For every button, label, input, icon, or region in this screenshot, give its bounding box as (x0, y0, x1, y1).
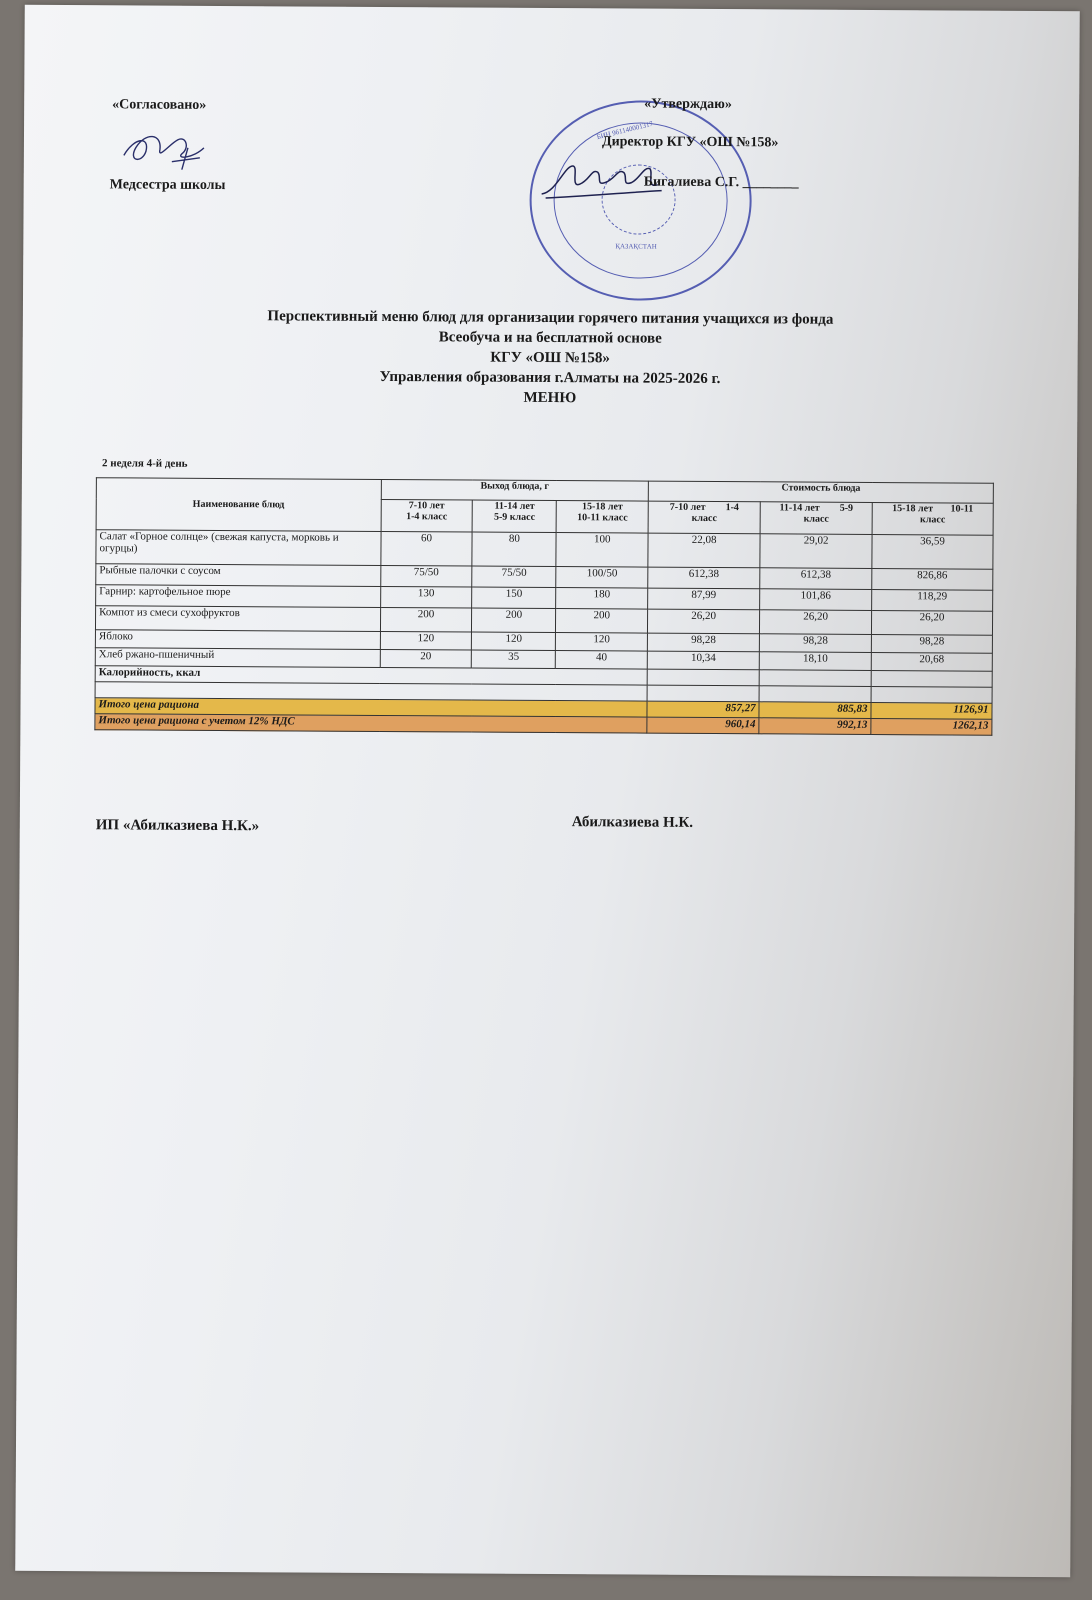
table-row: Компот из смеси сухофруктов 200 200 200 26,20 26,20 26,20 (95, 606, 992, 635)
title-line-1: Перспективный меню блюд для организации горячего питания учащихся из фонда (267, 308, 834, 328)
total-vat-row: Итого цена рациона с учетом 12% НДС 960,14 992,13 1262,13 (95, 714, 992, 735)
stamp-bin-text: БИН 961140001317 (595, 119, 654, 142)
director-label: Директор КГУ «ОШ №158» (601, 134, 779, 151)
title-line-2: Всеобуча и на бесплатной основе (438, 329, 662, 347)
approve-label: «Утверждаю» (644, 96, 732, 113)
agreed-label: «Согласовано» (112, 97, 207, 113)
col-header-name: Наименование блюд (96, 478, 381, 532)
title-line-3: КГУ «ОШ №158» (490, 349, 611, 367)
nurse-signature (116, 117, 216, 170)
supplier-name: Абилказиева Н.К. (571, 814, 694, 831)
cost-sub-header: 15-18 лет 10-11 класс (872, 502, 993, 535)
yield-sub-header: 7-10 лет 1-4 класс (381, 499, 473, 532)
table-row: Гарнир: картофельное пюре 130 150 180 87,99 101,86 118,29 (96, 585, 993, 611)
table-row: Салат «Горное солнце» (свежая капуста, морковь и огурцы) 60 80 100 22,08 29,02 36,59 (96, 530, 993, 569)
table-row: Яблоко 120 120 120 98,28 98,28 98,28 (95, 630, 992, 653)
cost-sub-header: 11-14 лет 5-9 класс (760, 502, 872, 535)
col-header-cost: Стоимость блюда (648, 481, 993, 503)
director-name: Бигалиева С.Г. ________ (643, 174, 799, 191)
menu-table (94, 477, 994, 735)
week-day-label: 2 неделя 4-й день (101, 457, 188, 470)
stamp-country-text: ҚАЗАҚСТАН (615, 242, 657, 251)
calories-row: Калорийность, ккал (95, 666, 992, 687)
menu-title (22, 305, 1078, 411)
nurse-label: Медсестра школы (109, 177, 226, 194)
supplier-label: ИП «Абилказиева Н.К.» (95, 817, 260, 835)
table-row: Рыбные палочки с соусом 75/50 75/50 100/50 612,38 612,38 826,86 (96, 564, 993, 590)
yield-sub-header: 11-14 лет 5-9 класс (472, 500, 556, 533)
col-header-yield: Выход блюда, г (381, 479, 649, 501)
yield-sub-header: 15-18 лет 10-11 класс (556, 501, 648, 534)
title-line-5: МЕНЮ (523, 389, 577, 407)
cost-sub-header: 7-10 лет 1-4 класс (648, 501, 760, 534)
total-row: Итого цена рациона 857,27 885,83 1126,91 (95, 698, 992, 719)
table-row: Хлеб ржано-пшеничный 20 35 40 10,34 18,10 20,68 (95, 648, 992, 671)
document-page (15, 5, 1080, 1577)
title-line-4: Управления образования г.Алматы на 2025-2026 г. (379, 368, 721, 388)
